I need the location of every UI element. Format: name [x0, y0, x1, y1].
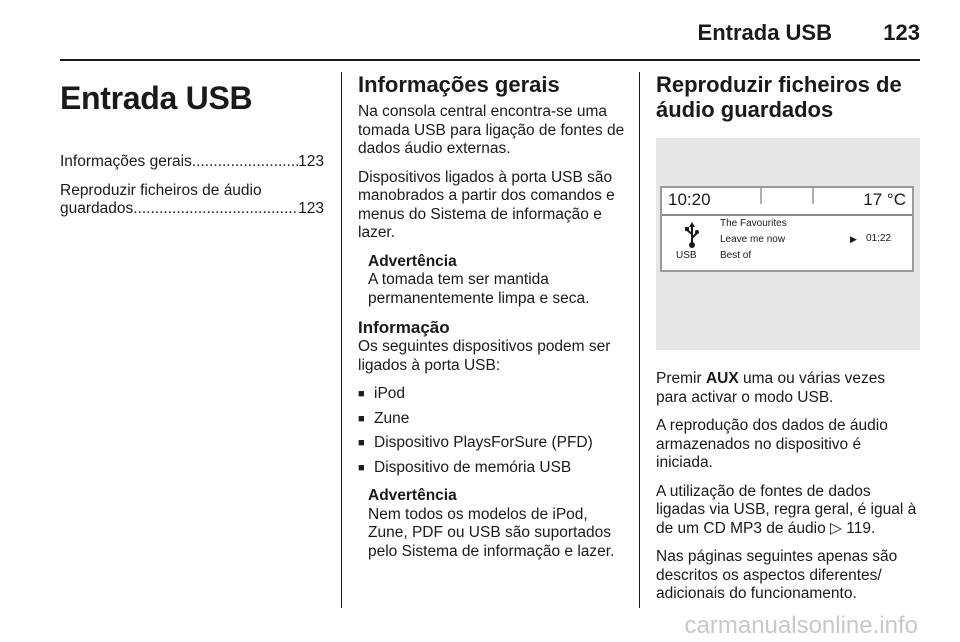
aux-key-label: AUX [705, 370, 739, 387]
section-title: Reproduzir ficheiros de áudio guardados [656, 72, 902, 122]
source-label: USB [676, 250, 697, 261]
warning-box [368, 487, 626, 561]
screen-status-bar [662, 188, 912, 216]
toc-entry-label: Informações gerais [60, 153, 192, 170]
header-rule [60, 59, 920, 61]
divider-tick [812, 188, 814, 204]
infotainment-screen [660, 186, 914, 272]
warning-text: Nem todos os modelos de iPod, Zune, PDF ou USB são suportados pelo Sistema de informação e lazer. [368, 505, 615, 560]
playback-column [656, 72, 920, 614]
page-reference[interactable]: 119 [846, 519, 871, 537]
list-item: ■ Zune [358, 409, 410, 427]
track-title: The Favourites [720, 218, 787, 229]
general-info-column [358, 72, 626, 571]
warning-title: Advertência [368, 252, 457, 270]
toc-column [60, 72, 324, 229]
temperature: 17 °C [863, 190, 906, 209]
section-title: Informações gerais [358, 72, 560, 97]
paragraph: Dispositivos ligados à porta USB são manobrados a partir dos comandos e menus do Sistema de informação e lazer. [358, 168, 615, 241]
track-title: Leave me now [720, 234, 786, 245]
toc-entry-page: 123 [298, 200, 324, 217]
paragraph: A reprodução dos dados de áudio armazenados no dispositivo é iniciada. [656, 417, 888, 471]
toc-entry-label: guardados [60, 200, 134, 217]
paragraph: Nas páginas seguintes apenas são descritos os aspectos diferentes/ adicionais do funcionamento. [656, 548, 898, 602]
info-title: Informação [358, 318, 450, 337]
page-reference-icon: ▷ [830, 519, 842, 537]
toc-leader-dots [133, 200, 298, 219]
paragraph: A utilização de fontes de dados ligadas via USB, regra geral, é igual à de um CD MP3 de áudio ▷ 119. [656, 482, 917, 537]
track-title: Best of [720, 250, 752, 261]
page-number: 123 [883, 20, 920, 45]
list-item: ■ iPod [358, 385, 406, 402]
list-item: ■ Dispositivo PlaysForSure (PFD) [358, 434, 593, 451]
clock: 10:20 [668, 190, 711, 209]
usb-icon [684, 222, 700, 253]
toc-entry[interactable] [60, 153, 324, 172]
toc-leader-dots [192, 153, 298, 172]
square-bullet-icon: ■ [358, 461, 365, 474]
device-list [358, 385, 626, 477]
warning-title: Advertência [368, 487, 457, 504]
toc-entry[interactable] [60, 182, 324, 219]
info-text: Os seguintes dispositivos podem ser ligados à porta USB: [358, 338, 611, 374]
paragraph: Premir AUX uma ou várias vezes para activar o modo USB. [656, 370, 886, 406]
column-divider-2 [639, 72, 640, 608]
toc-entry-page: 123 [298, 153, 324, 170]
square-bullet-icon: ■ [358, 437, 365, 449]
divider-tick [760, 188, 762, 204]
column-divider-1 [341, 72, 342, 608]
running-header-title: Entrada USB [697, 20, 832, 45]
warning-text: A tomada tem ser mantida permanentemente limpa e seca. [368, 271, 590, 307]
list-item: ■ Dispositivo de memória USB [358, 458, 572, 476]
play-icon: ▶ [850, 234, 857, 244]
square-bullet-icon: ■ [358, 412, 365, 425]
watermark: carmanualsonline.info [684, 612, 918, 639]
warning-box [368, 253, 626, 309]
chapter-title: Entrada USB [60, 80, 253, 116]
toc-entry-label: Reproduzir ficheiros de áudio [60, 181, 262, 199]
elapsed-time: 01:22 [866, 233, 892, 244]
paragraph: Na consola central encontra-se uma tomada USB para ligação de fontes de dados áudio externas. [358, 103, 625, 157]
square-bullet-icon: ■ [358, 388, 365, 400]
display-illustration [656, 138, 920, 350]
